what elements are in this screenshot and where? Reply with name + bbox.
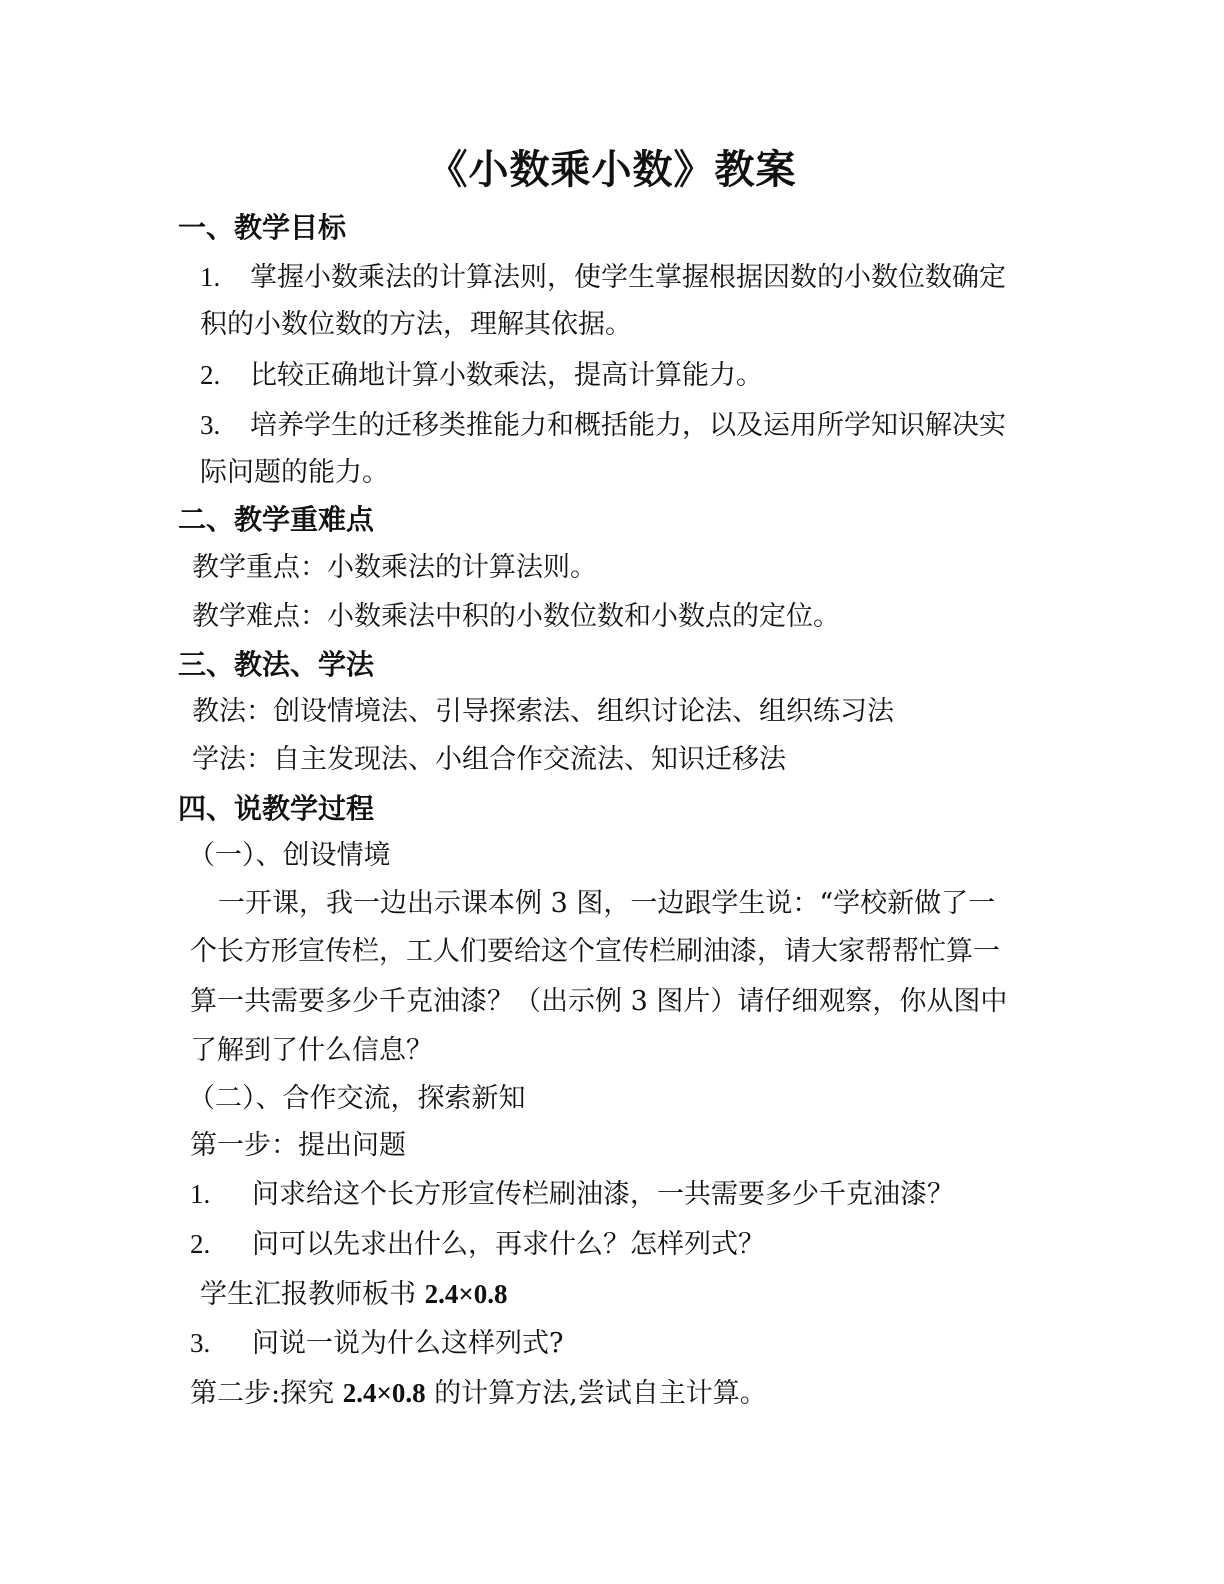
step-2-suffix: 的计算方法,尝试自主计算。 xyxy=(425,1378,767,1409)
paragraph-line-4: 了解到了什么信息？ xyxy=(190,1035,433,1066)
part-2-title: （二）、合作交流，探索新知 xyxy=(188,1083,526,1114)
item-number: 2. xyxy=(190,1229,211,1259)
section-heading-key-points: 二、教学重难点 xyxy=(178,503,375,536)
step-2-line xyxy=(190,1373,767,1414)
section-heading-objectives: 一、教学目标 xyxy=(178,211,347,244)
item-number: 1. xyxy=(190,1179,211,1209)
item-text: 问说一说为什么这样列式? xyxy=(252,1328,564,1359)
item-number: 1. xyxy=(200,262,221,292)
objective-item-3 xyxy=(200,405,1006,446)
objective-item-2 xyxy=(200,355,763,396)
key-point-text: 教学重点：小数乘法的计算法则。 xyxy=(192,552,597,583)
page-title: 《小数乘小数》教案 xyxy=(427,146,797,193)
objective-item-1-continued: 积的小数位数的方法，理解其依据。 xyxy=(200,309,632,340)
item-text: 问求给这个长方形宣传栏刷油漆，一共需要多少千克油漆？ xyxy=(252,1179,954,1210)
learning-method-text: 学法：自主发现法、小组合作交流法、知识迁移法 xyxy=(192,744,786,775)
section-heading-process: 四、说教学过程 xyxy=(178,792,375,825)
report-expression: 2.4×0.8 xyxy=(424,1279,508,1309)
question-item-1 xyxy=(190,1174,954,1215)
paragraph-line-1: 一开课，我一边出示课本例 3 图，一边跟学生说：“学校新做了一 xyxy=(218,888,996,919)
teaching-method-text: 教法：创设情境法、引导探索法、组织讨论法、组织练习法 xyxy=(192,696,894,727)
item-text: 问可以先求出什么，再求什么？怎样列式？ xyxy=(252,1229,765,1260)
paragraph-line-3: 算一共需要多少千克油漆？（出示例 3 图片）请仔细观察，你从图中 xyxy=(190,986,1008,1017)
part-1-title: （一）、创设情境 xyxy=(188,840,391,871)
difficult-point-text: 教学难点：小数乘法中积的小数位数和小数点的定位。 xyxy=(192,601,840,632)
item-text: 培养学生的迁移类推能力和概括能力，以及运用所学知识解决实 xyxy=(250,410,1006,441)
objective-item-1 xyxy=(200,257,1006,298)
objective-item-3-continued: 际问题的能力。 xyxy=(200,457,389,488)
item-number: 2. xyxy=(200,360,221,390)
step-1-title: 第一步：提出问题 xyxy=(190,1130,406,1161)
question-item-2 xyxy=(190,1224,765,1265)
section-heading-methods: 三、教法、学法 xyxy=(178,648,375,681)
step-2-expression: 2.4×0.8 xyxy=(342,1378,426,1408)
report-text: 学生汇报教师板书 xyxy=(200,1279,425,1310)
question-item-3 xyxy=(190,1323,563,1364)
item-text: 掌握小数乘法的计算法则，使学生掌握根据因数的小数位数确定 xyxy=(250,262,1006,293)
step-2-prefix: 第二步:探究 xyxy=(190,1378,343,1409)
student-report-line xyxy=(200,1274,507,1315)
item-number: 3. xyxy=(190,1328,211,1358)
paragraph-line-2: 个长方形宣传栏，工人们要给这个宣传栏刷油漆，请大家帮帮忙算一 xyxy=(190,936,1000,967)
item-text: 比较正确地计算小数乘法，提高计算能力。 xyxy=(250,360,763,391)
item-number: 3. xyxy=(200,410,221,440)
